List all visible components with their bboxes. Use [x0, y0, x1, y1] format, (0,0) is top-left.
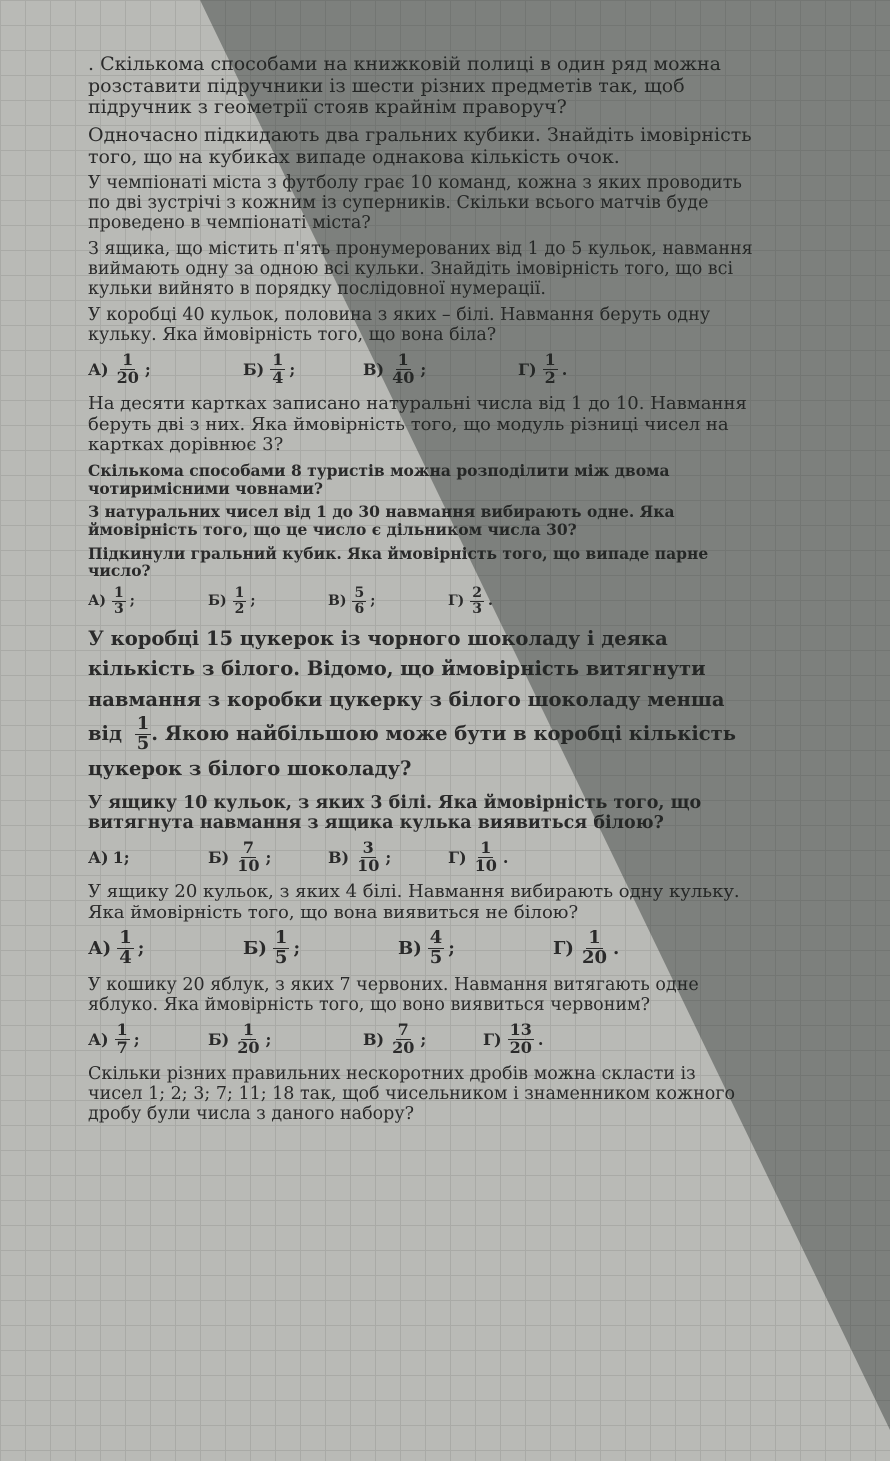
denominator: 5	[429, 947, 443, 969]
task-12: У ящику 20 кульок, з яких 4 білі. Навмання вибирають одну кульку. Яка ймовірність того, що вона виявиться не білою?	[88, 881, 740, 923]
fraction	[508, 1022, 534, 1057]
answer-option	[518, 349, 648, 387]
denominator: 5	[136, 732, 150, 754]
numerator: 1	[234, 584, 245, 601]
answer-option	[88, 349, 243, 387]
answer-option	[553, 929, 683, 968]
task-list	[88, 54, 753, 1130]
numerator: 3	[362, 837, 374, 857]
option-label: В)	[328, 593, 347, 610]
answer-option	[448, 586, 578, 616]
answer-options-task-11	[88, 837, 753, 875]
numerator: 1	[114, 584, 124, 601]
option-label: Г)	[448, 593, 465, 610]
answer-option	[88, 586, 208, 616]
numerator: 1	[136, 712, 150, 734]
punctuation: .	[613, 938, 620, 960]
numerator: 5	[354, 584, 365, 601]
punctuation: ;	[448, 938, 455, 960]
option-value: 1;	[112, 847, 130, 867]
fraction	[115, 1022, 130, 1057]
task-11: У ящику 10 кульок, з яких 3 білі. Яка ймовірність того, що витягнута навмання з ящика кулька виявиться білою?	[88, 792, 702, 833]
denominator: 3	[114, 600, 124, 617]
answer-options-task-13	[88, 1022, 753, 1057]
denominator: 4	[119, 947, 132, 969]
denominator: 6	[354, 600, 365, 617]
answer-option	[208, 837, 328, 875]
option-label: Г)	[518, 359, 537, 379]
task-7: Скількома способами 8 туристів можна розподілити між двома чотиримісними човнами?	[88, 460, 670, 498]
fraction	[115, 349, 141, 387]
answer-option	[208, 586, 328, 616]
answer-options-task-12	[88, 929, 753, 968]
numerator: 1	[122, 349, 134, 369]
denominator: 20	[509, 1037, 532, 1057]
punctuation: ;	[420, 359, 427, 379]
punctuation: ;	[133, 1029, 140, 1049]
punctuation: ;	[250, 593, 256, 610]
option-label: А)	[88, 1029, 109, 1049]
numerator: 1	[116, 1020, 128, 1040]
fraction	[270, 349, 285, 387]
option-label: В)	[363, 359, 385, 379]
answer-option	[363, 1022, 483, 1057]
punctuation: .	[151, 721, 159, 745]
denominator: 3	[472, 600, 483, 617]
option-label: Г)	[448, 847, 467, 867]
answer-option	[243, 929, 398, 968]
option-label: А)	[88, 359, 109, 379]
task-6: На десяти картках записано натуральні числа від 1 до 10. Навмання беруть дві з них. Яка ймовірність того, що модуль різниці чисел на картках дорівнює 3?	[88, 393, 747, 456]
answer-option	[208, 1022, 363, 1057]
denominator: 20	[581, 947, 608, 969]
option-label: Б)	[243, 359, 265, 379]
denominator: 20	[116, 367, 139, 387]
punctuation: ;	[289, 359, 296, 379]
denominator: 5	[274, 947, 288, 969]
punctuation: ;	[265, 847, 272, 867]
answer-option	[88, 848, 208, 867]
task-4: З ящика, що містить п'ять пронумерованих від 1 до 5 кульок, навмання виймають одну за одною всі кульки. Знайдіть імовірність того, що всі кульки вийнято в порядку послідовної нумерації.	[88, 239, 753, 299]
answer-option	[88, 929, 243, 968]
numerator: 4	[429, 927, 443, 949]
fraction	[473, 837, 499, 875]
punctuation: ;	[370, 593, 376, 610]
fraction	[273, 929, 290, 968]
numerator: 13	[509, 1020, 532, 1040]
option-label: Б)	[208, 1029, 230, 1049]
answer-option	[448, 837, 578, 875]
denominator: 10	[474, 855, 497, 875]
denominator: 40	[392, 367, 415, 387]
fraction	[352, 586, 366, 616]
option-label: В)	[398, 938, 422, 960]
numerator: 1	[274, 927, 288, 949]
fraction	[428, 929, 445, 968]
fraction	[233, 586, 247, 616]
answer-option	[88, 1022, 208, 1057]
fraction	[390, 1022, 416, 1057]
punctuation: ;	[385, 847, 392, 867]
fraction	[135, 712, 152, 754]
fraction	[235, 837, 261, 875]
fraction	[470, 586, 484, 616]
option-label: В)	[363, 1029, 385, 1049]
option-label: В)	[328, 847, 350, 867]
fraction	[235, 1022, 261, 1057]
answer-option	[243, 349, 363, 387]
answer-option	[328, 586, 448, 616]
answer-option	[328, 837, 448, 875]
answer-options-task-5	[88, 349, 753, 387]
option-label: А)	[88, 847, 109, 867]
numerator: 7	[397, 1020, 409, 1040]
denominator: 4	[272, 367, 284, 387]
fraction	[112, 586, 126, 616]
denominator: 10	[357, 855, 380, 875]
punctuation: .	[537, 1029, 544, 1049]
punctuation: .	[488, 593, 493, 610]
numerator: 1	[588, 927, 601, 949]
numerator: 1	[397, 349, 409, 369]
fraction	[117, 929, 134, 968]
denominator: 20	[237, 1037, 260, 1057]
numerator: 1	[272, 349, 284, 369]
task-2: Одночасно підкидають два гральних кубики. Знайдіть імовірність того, що на кубиках випаде однакова кількість очок.	[88, 123, 752, 168]
punctuation: ;	[420, 1029, 427, 1049]
fraction	[580, 929, 609, 968]
fraction	[355, 837, 381, 875]
fraction	[543, 349, 558, 387]
option-label: Г)	[483, 1029, 502, 1049]
numerator: 1	[242, 1020, 254, 1040]
task-8: З натуральних чисел від 1 до 30 навмання вибирають одне. Яка ймовірність того, що це число є дільником числа 30?	[88, 502, 675, 539]
denominator: 7	[116, 1037, 128, 1057]
answer-option	[363, 349, 518, 387]
option-label: Б)	[208, 847, 230, 867]
answer-option	[483, 1022, 613, 1057]
punctuation: .	[561, 359, 568, 379]
option-label: Б)	[243, 938, 267, 960]
task-14: Скільки різних правильних нескоротних дробів можна скласти із чисел 1; 2; 3; 7; 11; 18 так, щоб чисельником і знаменником кожного дробу були числа з даного набору?	[88, 1063, 735, 1124]
denominator: 10	[237, 855, 260, 875]
numerator: 1	[480, 837, 492, 857]
punctuation: ;	[265, 1029, 272, 1049]
punctuation: .	[502, 847, 509, 867]
task-10	[88, 624, 753, 784]
punctuation: ;	[293, 938, 301, 960]
denominator: 2	[234, 600, 245, 617]
option-label: А)	[88, 593, 107, 610]
punctuation: ;	[129, 593, 135, 610]
task-5: У коробці 40 кульок, половина з яких – білі. Навмання беруть одну кульку. Яка ймовірність того, що вона біла?	[88, 304, 711, 345]
task-13: У кошику 20 яблук, з яких 7 червоних. Навмання витягають одне яблуко. Яка ймовірність того, що воно виявиться червоним?	[88, 975, 699, 1016]
option-label: Б)	[208, 593, 227, 610]
task-3: У чемпіонаті міста з футболу грає 10 команд, кожна з яких проводить по дві зустрічі з кожним із суперників. Скільки всього матчів буде проведено в чемпіонаті міста?	[88, 173, 742, 234]
task-9: Підкинули гральний кубик. Яка ймовірність того, що випаде парне число?	[88, 543, 709, 581]
punctuation: ;	[144, 359, 151, 379]
numerator: 1	[119, 927, 132, 949]
task-1: . Скількома способами на книжковій полиці в один ряд можна розставити підручники із шести різних предметів так, щоб підручник з геометрії стояв крайнім праворуч?	[88, 53, 722, 119]
option-label: А)	[88, 938, 112, 960]
answer-options-task-9	[88, 586, 753, 616]
option-label: Г)	[553, 938, 574, 960]
numerator: 2	[472, 584, 483, 601]
fraction	[390, 349, 416, 387]
punctuation: ;	[137, 938, 145, 960]
denominator: 2	[544, 367, 556, 387]
denominator: 20	[392, 1037, 415, 1057]
numerator: 7	[242, 837, 254, 857]
answer-option	[398, 929, 553, 968]
task-10-text-after: Якою найбільшою може бути в коробці кількість цукерок з білого шоколаду?	[88, 721, 736, 780]
numerator: 1	[544, 349, 556, 369]
task-10-text-before: У коробці 15 цукерок із чорного шоколаду і деяка кількість з білого. Відомо, що ймовірність витягнути навмання з коробки цукерку з білого шоколаду менша від	[88, 627, 725, 745]
